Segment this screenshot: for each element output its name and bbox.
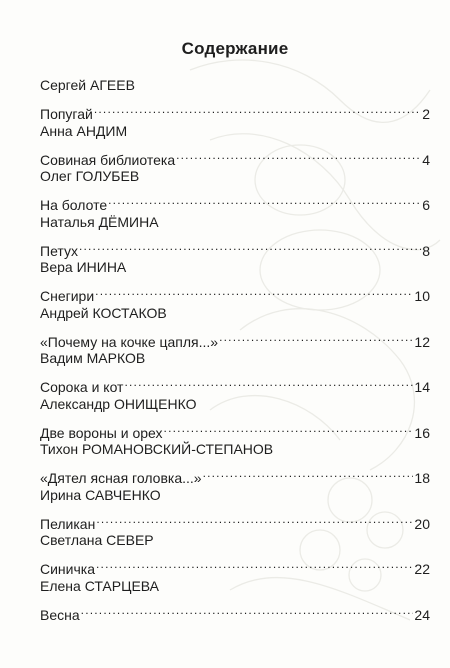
toc-work-title: Две вороны и орех [40,424,163,441]
toc-page [40,0,430,623]
toc-entry [40,120,430,166]
toc-work-title: Совиная библиотека [40,151,176,168]
toc-author: Елена СТАРЦЕВА [40,577,160,594]
dot-leader [95,279,413,301]
toc-entry [40,529,430,575]
dot-leader [219,325,413,347]
toc-author: Тихон РОМАНОВСКИЙ-СТЕПАНОВ [40,441,274,457]
toc-entry [40,302,430,348]
toc-page-number: 8 [422,242,430,259]
dot-leader [94,97,421,119]
toc-work-line[interactable] [40,370,430,395]
toc-entry [40,256,430,302]
toc-work-line[interactable] [40,598,430,623]
toc-work-title: Сорока и кот [40,379,124,395]
toc-work-line[interactable] [40,552,430,577]
page-title: Содержание [181,39,289,58]
toc-entry [40,347,430,393]
toc-page-number: 22 [414,561,430,577]
toc-page-number: 16 [414,424,430,441]
table-of-contents [40,74,430,623]
toc-entry [40,393,430,439]
toc-work-title: Снегири [40,288,95,304]
toc-work-line[interactable] [40,507,430,532]
toc-page-number: 10 [414,288,430,304]
dot-leader [108,188,421,210]
dot-leader [96,507,413,529]
toc-work-title: На болоте [40,197,108,213]
toc-work-title: Синичка [40,561,95,577]
toc-work-line[interactable] [40,143,430,168]
toc-work-line[interactable] [40,234,430,259]
toc-work-title: Пеликан [40,515,96,532]
toc-author: Наталья ДЁМИНА [40,213,159,230]
toc-page-number: 4 [422,151,430,168]
toc-entry [40,165,430,211]
toc-author: Сергей АГЕЕВ [40,77,135,93]
toc-work-line[interactable] [40,97,430,122]
toc-entry [40,484,430,530]
toc-page-number: 20 [414,515,430,532]
toc-work-title: Весна [40,606,80,623]
toc-work-title: Петух [40,242,78,259]
toc-author: Андрей КОСТАКОВ [40,304,167,321]
dot-leader [124,370,413,392]
dot-leader [176,143,421,165]
toc-work-title: «Почему на кочке цапля...» [40,333,219,350]
toc-work-line[interactable] [40,279,430,304]
toc-work-line[interactable] [40,416,430,441]
toc-page-number: 18 [414,470,430,486]
dot-leader [164,416,414,438]
toc-entry [40,211,430,257]
dot-leader [96,552,413,574]
toc-page-number: 24 [414,606,430,623]
toc-author: Анна АНДИМ [40,122,128,139]
toc-page-number: 14 [414,379,430,395]
toc-author: Ирина САВЧЕНКО [40,486,161,503]
toc-work-title: «Дятел ясная головка...» [40,470,202,486]
dot-leader [79,234,421,256]
toc-author: Вадим МАРКОВ [40,350,146,366]
toc-entry [40,438,430,484]
toc-work-line[interactable] [40,461,430,486]
toc-page-number: 6 [422,197,430,213]
toc-author: Олег ГОЛУБЕВ [40,168,140,184]
toc-page-number: 12 [414,333,430,350]
toc-author: Александр ОНИЩЕНКО [40,395,197,412]
toc-work-line[interactable] [40,325,430,350]
dot-leader [81,598,414,620]
toc-entry [40,74,430,120]
dot-leader [203,461,414,483]
toc-author: Вера ИНИНА [40,259,127,275]
toc-work-title: Попугай [40,106,93,122]
toc-author: Светлана СЕВЕР [40,532,154,548]
toc-entry [40,575,430,621]
toc-work-line[interactable] [40,188,430,213]
toc-page-number: 2 [422,106,430,122]
